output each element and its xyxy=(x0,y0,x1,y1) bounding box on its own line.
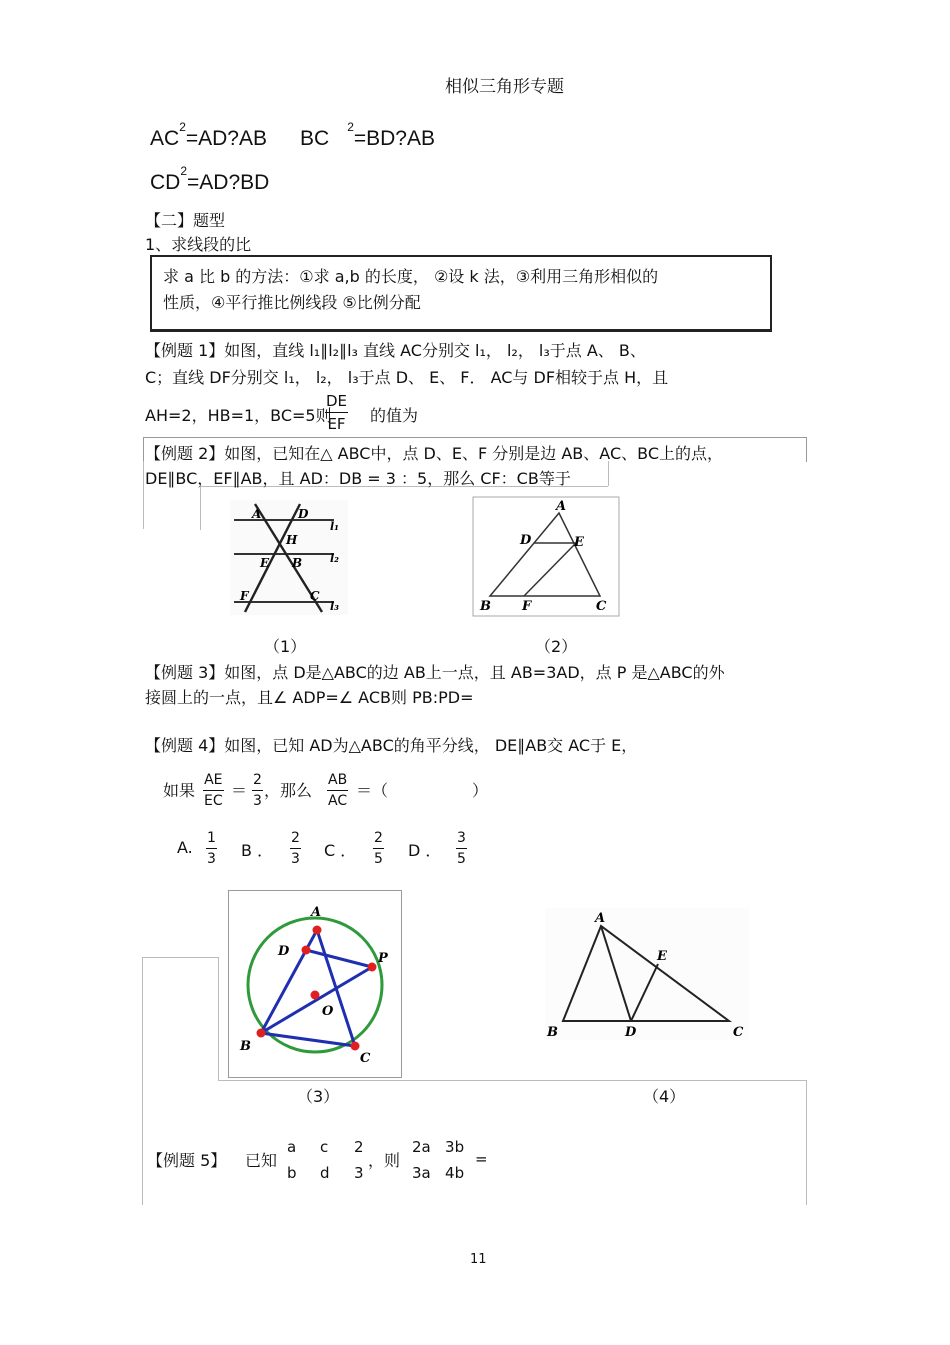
fraction-denominator: 5 xyxy=(374,851,383,867)
example4-line1: 【例题 4】如图，已知 AD为△ABC的角平分线， DE∥AB交 AC于 E， xyxy=(145,736,638,755)
example4-then: ，那么 xyxy=(264,781,313,800)
example4-if: 如果 xyxy=(163,781,196,800)
example4-close: ） xyxy=(472,781,489,800)
method-line-1: 求 a 比 b 的方法：①求 a,b 的长度， ②设 k 法，③利用三角形相似的 xyxy=(163,267,659,286)
option-d-fraction xyxy=(456,830,467,867)
frame-line xyxy=(142,957,218,958)
formula-bc-sup: 2 xyxy=(347,120,354,134)
example4-frac-ab-ac xyxy=(327,772,348,809)
example1-line1: 【例题 1】如图，直线 l₁∥l₂∥l₃ 直线 AC分别交 l₁， l₂， l₃于点 A、 B、 xyxy=(145,341,646,360)
formula-ac-left: AC xyxy=(150,127,180,150)
formula-ac-right: =AD?AB xyxy=(185,127,268,150)
figure-4-caption: （4） xyxy=(643,1087,686,1106)
fig1-label-l3: l₃ xyxy=(330,600,339,613)
option-b-fraction xyxy=(290,830,301,867)
fig1-label-l1: l₁ xyxy=(330,520,339,533)
example1-tail: 的值为 xyxy=(370,406,419,425)
option-b-label: B ． xyxy=(241,841,274,860)
fig1-label-l2: l₂ xyxy=(330,552,339,565)
method-line-2: 性质，④平行推比例线段 ⑤比例分配 xyxy=(163,293,421,312)
figure-2-caption: （2） xyxy=(535,637,578,656)
example4-frac-ae-ec xyxy=(203,772,224,809)
fig2-label-a: A xyxy=(556,499,567,514)
example2-line2: DE∥BC，EF∥AB，且 AD：DB = 3 ：5，那么 CF：CB等于 xyxy=(145,469,571,488)
subsection-heading: 1、求线段的比 xyxy=(145,235,252,254)
example4-eq1: ＝ xyxy=(231,781,248,800)
example5-b: b xyxy=(287,1164,297,1182)
fig4-label-a: A xyxy=(595,911,606,926)
formula-bc-right: =BD?AB xyxy=(353,127,436,150)
example5-2: 2 xyxy=(354,1138,364,1156)
fig3-label-d: D xyxy=(278,944,290,959)
fig2-label-b: B xyxy=(480,599,491,614)
fig2-label-c: C xyxy=(596,599,607,614)
figure-2 xyxy=(472,496,622,618)
figure-4 xyxy=(545,908,749,1040)
section-heading: 【二】题型 xyxy=(145,211,226,230)
frame-line xyxy=(218,1080,806,1081)
fig3-label-a: A xyxy=(311,905,322,920)
fig4-label-c: C xyxy=(733,1025,744,1040)
formula-ac xyxy=(150,120,268,151)
fig1-label-h: H xyxy=(286,533,298,547)
option-c-label: C ． xyxy=(324,841,357,860)
formula-cd-right: =AD?BD xyxy=(187,171,270,194)
option-a-label: A. xyxy=(177,838,193,857)
figure-1 xyxy=(230,500,348,615)
fig3-label-c: C xyxy=(360,1051,371,1066)
example5-expr-num: 2a 3b xyxy=(412,1138,465,1156)
example5-label: 【例题 5】 xyxy=(147,1151,227,1170)
fraction-numerator: DE xyxy=(326,392,348,410)
formula-bc-left: BC xyxy=(300,127,330,150)
example4-frac-2-3 xyxy=(252,772,263,809)
example5-known: 已知 xyxy=(245,1151,278,1170)
example5-expr-den: 3a 4b xyxy=(412,1164,465,1182)
fig3-label-b: B xyxy=(240,1039,251,1054)
frame-line xyxy=(200,486,201,530)
page-title: 相似三角形专题 xyxy=(445,77,564,97)
example1-fraction xyxy=(325,392,348,433)
fraction-denominator: EC xyxy=(204,793,223,809)
figure-3-caption: （3） xyxy=(297,1087,340,1106)
fraction-denominator: 3 xyxy=(253,793,262,809)
fraction-denominator: 3 xyxy=(291,851,300,867)
example5-eq: = xyxy=(475,1150,488,1168)
fraction-numerator: 2 xyxy=(291,830,300,846)
fig3-label-o: O xyxy=(322,1004,334,1019)
example2-line1: 【例题 2】如图，已知在△ ABC中，点 D、E、F 分别是边 AB、AC、BC上的点， xyxy=(145,444,723,463)
example1-line2: C；直线 DF分别交 l₁， l₂， l₃于点 D、 E、 F． AC与 DF相较于点 H，且 xyxy=(145,368,669,387)
example5-a: a xyxy=(287,1138,297,1156)
fig2-label-f: F xyxy=(522,599,532,614)
frame-line xyxy=(608,461,609,486)
fraction-denominator: 3 xyxy=(207,851,216,867)
formula-cd xyxy=(150,164,270,195)
frame-line xyxy=(218,957,219,1080)
example5-then: ，则 xyxy=(368,1151,401,1170)
fraction-numerator: 2 xyxy=(253,772,262,788)
fraction-numerator: 3 xyxy=(457,830,466,846)
option-a-fraction xyxy=(206,830,217,867)
option-c-fraction xyxy=(373,830,384,867)
fig3-label-p: P xyxy=(378,951,388,966)
fig1-label-e: E xyxy=(260,556,270,570)
fig1-label-f: F xyxy=(240,589,249,603)
example3-line1: 【例题 3】如图，点 D是△ABC的边 AB上一点，且 AB=3AD，点 P 是△ABC的外 xyxy=(145,663,725,682)
fraction-numerator: AB xyxy=(328,772,348,788)
fraction-denominator: EF xyxy=(327,415,346,433)
example4-eq2: ＝（ xyxy=(356,781,389,800)
formula-cd-left: CD xyxy=(150,171,181,194)
formula-bc xyxy=(300,120,436,151)
frame-line xyxy=(143,461,144,529)
example5-c: c xyxy=(320,1138,329,1156)
frame-line xyxy=(142,957,143,1205)
fig4-label-d: D xyxy=(625,1025,637,1040)
formula-cd-sup: 2 xyxy=(180,164,188,178)
figure-3 xyxy=(228,890,402,1078)
formula-ac-sup: 2 xyxy=(179,120,186,134)
option-d-label: D ． xyxy=(408,841,442,860)
fraction-denominator: 5 xyxy=(457,851,466,867)
figure-1-caption: （1） xyxy=(264,637,307,656)
fraction-denominator: AC xyxy=(328,793,348,809)
example5-3: 3 xyxy=(354,1164,364,1182)
fig1-label-b: B xyxy=(292,556,303,570)
fig2-label-e: E xyxy=(574,535,584,550)
example5-d: d xyxy=(320,1164,330,1182)
fig4-label-b: B xyxy=(547,1025,558,1040)
fraction-numerator: AE xyxy=(204,772,223,788)
fraction-numerator: 1 xyxy=(207,830,216,846)
fraction-numerator: 2 xyxy=(374,830,383,846)
page-number: 11 xyxy=(470,1252,487,1267)
fig4-label-e: E xyxy=(657,949,667,964)
fig2-label-d: D xyxy=(520,533,532,548)
fig1-label-c: C xyxy=(310,589,320,603)
fig1-label-a: A xyxy=(252,507,262,521)
example1-line3: AH=2，HB=1，BC=5则 xyxy=(145,406,332,425)
frame-line xyxy=(806,1080,807,1205)
example3-line2: 接圆上的一点，且∠ ADP=∠ ACB则 PB:PD= xyxy=(145,688,474,707)
fig1-label-d: D xyxy=(298,507,309,521)
